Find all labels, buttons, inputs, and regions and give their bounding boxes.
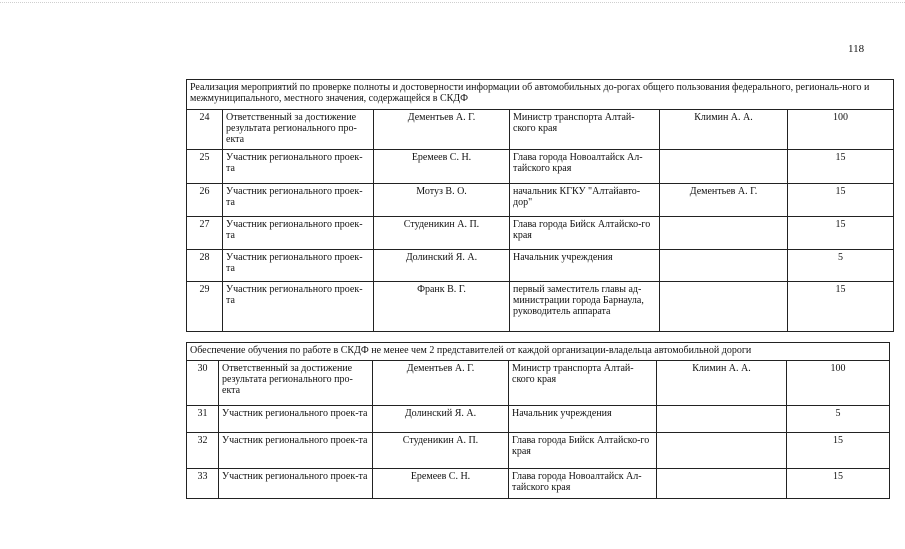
position-cell: Глава города Бийск Алтайско-го края — [509, 433, 657, 469]
responsibility-table-section-1 — [186, 79, 894, 332]
person-cell: Еремеев С. Н. — [374, 150, 510, 184]
row-number: 27 — [187, 217, 223, 250]
position-cell: первый заместитель главы ад-министрации города Барнаула, руководитель аппарата — [510, 282, 660, 332]
role-cell: Участник регионального проек-та — [223, 217, 374, 250]
person-cell: Дементьев А. Г. — [374, 110, 510, 150]
person-cell: Еремеев С. Н. — [373, 469, 509, 499]
person-cell: Долинский Я. А. — [374, 250, 510, 282]
role-cell: Участник регионального проек-та — [223, 150, 374, 184]
share-cell: 15 — [788, 217, 894, 250]
supervisor-cell — [660, 217, 788, 250]
table-row — [187, 361, 890, 406]
row-number: 24 — [187, 110, 223, 150]
role-cell: Ответственный за достижение результата регионального про-екта — [223, 110, 374, 150]
position-cell: Министр транспорта Алтай-ского края — [509, 361, 657, 406]
position-cell: Глава города Новоалтайск Ал-тайского края — [509, 469, 657, 499]
row-number: 25 — [187, 150, 223, 184]
share-cell: 15 — [788, 150, 894, 184]
share-cell: 100 — [787, 361, 890, 406]
role-cell: Участник регионального проек-та — [219, 406, 373, 433]
row-number: 33 — [187, 469, 219, 499]
section-title: Обеспечение обучения по работе в СКДФ не менее чем 2 представителей от каждой организации-владельца автомобильной дороги — [187, 343, 890, 361]
role-cell: Участник регионального проек-та — [219, 469, 373, 499]
position-cell: Глава города Бийск Алтайско-го края — [510, 217, 660, 250]
person-cell: Дементьев А. Г. — [373, 361, 509, 406]
section-title: Реализация мероприятий по проверке полноты и достоверности информации об автомобильных до-рогах общего пользования федерального, региональ-ного и межмуниципального, местного значения, содержащейся в СКДФ — [187, 80, 894, 110]
row-number: 29 — [187, 282, 223, 332]
person-cell: Долинский Я. А. — [373, 406, 509, 433]
role-cell: Участник регионального проек-та — [219, 433, 373, 469]
position-cell: начальник КГКУ "Алтайавто-дор" — [510, 184, 660, 217]
position-cell: Министр транспорта Алтай-ского края — [510, 110, 660, 150]
supervisor-cell — [657, 433, 787, 469]
table-row — [187, 110, 894, 150]
share-cell: 15 — [787, 433, 890, 469]
table-row — [187, 250, 894, 282]
role-cell: Участник регионального проек-та — [223, 282, 374, 332]
table-row — [187, 184, 894, 217]
supervisor-cell — [660, 250, 788, 282]
role-cell: Участник регионального проек-та — [223, 250, 374, 282]
share-cell: 15 — [788, 184, 894, 217]
row-number: 28 — [187, 250, 223, 282]
section-header-row — [187, 80, 894, 110]
table-row — [187, 150, 894, 184]
supervisor-cell — [657, 406, 787, 433]
row-number: 26 — [187, 184, 223, 217]
table-row — [187, 282, 894, 332]
share-cell: 100 — [788, 110, 894, 150]
supervisor-cell — [660, 282, 788, 332]
supervisor-cell: Климин А. А. — [657, 361, 787, 406]
supervisor-cell: Климин А. А. — [660, 110, 788, 150]
responsibility-table-section-2 — [186, 342, 890, 499]
share-cell: 15 — [787, 469, 890, 499]
position-cell: Начальник учреждения — [509, 406, 657, 433]
position-cell: Начальник учреждения — [510, 250, 660, 282]
supervisor-cell — [657, 469, 787, 499]
table-row — [187, 469, 890, 499]
table-row — [187, 217, 894, 250]
role-cell: Ответственный за достижение результата регионального про-екта — [219, 361, 373, 406]
row-number: 32 — [187, 433, 219, 469]
person-cell: Студеникин А. П. — [373, 433, 509, 469]
person-cell: Франк В. Г. — [374, 282, 510, 332]
row-number: 31 — [187, 406, 219, 433]
share-cell: 5 — [787, 406, 890, 433]
section-header-row — [187, 343, 890, 361]
share-cell: 5 — [788, 250, 894, 282]
scan-artifact-line — [0, 2, 905, 3]
row-number: 30 — [187, 361, 219, 406]
position-cell: Глава города Новоалтайск Ал-тайского края — [510, 150, 660, 184]
person-cell: Студеникин А. П. — [374, 217, 510, 250]
person-cell: Мотуз В. О. — [374, 184, 510, 217]
table-row — [187, 433, 890, 469]
role-cell: Участник регионального проек-та — [223, 184, 374, 217]
supervisor-cell: Дементьев А. Г. — [660, 184, 788, 217]
table-row — [187, 406, 890, 433]
page-number: 118 — [848, 43, 865, 55]
supervisor-cell — [660, 150, 788, 184]
share-cell: 15 — [788, 282, 894, 332]
